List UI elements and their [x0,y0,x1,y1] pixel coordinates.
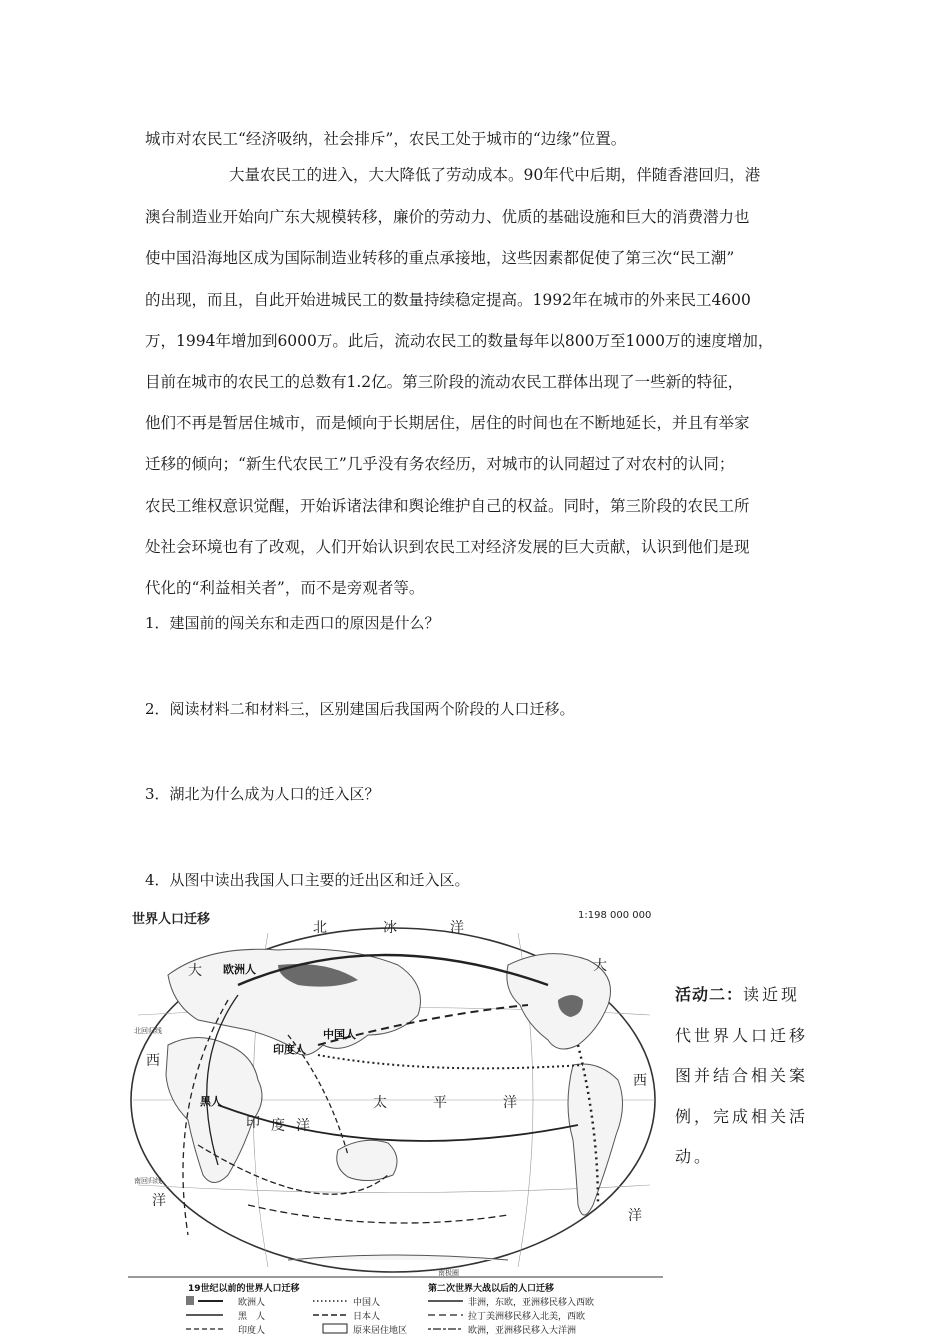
map-legend [128,1277,663,1336]
legend-item: 原来居住地区 [353,1326,408,1336]
paragraph-line: 代化的“利益相关者”，而不是旁观者等。 [145,579,425,597]
paragraph-line: 的出现，而且，自此开始进城民工的数量持续稳定提高。1992年在城市的外来民工4600 [145,291,751,309]
label-indians: 印度人 [273,1043,306,1056]
paragraph-line: 迁移的倾向；“新生代农民工”几乎没有务农经历，对城市的认同超过了对农村的认同； [145,455,735,473]
legend-item: 中国人 [353,1298,381,1308]
world-migration-map [128,905,663,1344]
label-chinese: 中国人 [323,1028,356,1041]
label-tropic-of-cancer: 北回归线 [134,1027,162,1035]
map-scale: 1:198 000 000 [578,910,652,921]
paragraph-line: 万，1994年增加到6000万。此后，流动农民工的数量每年以800万至1000万的速度增加， [145,332,774,350]
legend-left-title: 19世纪以前的世界人口迁移 [188,1284,300,1294]
label-tropic-of-capricorn: 南回归线 [134,1177,162,1185]
legend-item: 拉丁美洲移民移入北美，西欧 [468,1312,586,1322]
paragraph-line: 使中国沿海地区成为国际制造业转移的重点承接地，这些因素都促使了第三次“民工潮” [145,249,735,267]
atlantic-right-char: 大 [593,958,607,974]
atlantic-left-char: 大 [188,963,202,979]
map-title: 世界人口迁移 [132,912,211,927]
atlantic-right-char: 洋 [628,1208,642,1224]
pacific-ocean-char: 平 [433,1095,447,1111]
indian-ocean-char: 洋 [296,1118,310,1134]
activity-text: 读近现代世界人口迁移图并结合相关案例，完成相关活动。 [675,985,809,1166]
pacific-ocean-char: 洋 [503,1095,517,1111]
pacific-ocean-char: 太 [373,1095,387,1111]
atlantic-left-char: 西 [146,1053,160,1069]
legend-item: 非洲，东欧，亚洲移民移入西欧 [468,1298,595,1308]
legend-item: 欧洲，亚洲移民移入大洋洲 [468,1326,577,1336]
question-4: 4．从图中读出我国人口主要的迁出区和迁入区。 [145,871,470,889]
arctic-ocean-char: 北 [313,920,327,936]
paragraph-line: 澳台制造业开始向广东大规模转移，廉价的劳动力、优质的基础设施和巨大的消费潜力也 [145,208,750,226]
paragraph-line: 他们不再是暂居住城市，而是倾向于长期居住，居住的时间也在不断地延长，并且有举家 [145,414,750,432]
legend-item: 印度人 [238,1326,266,1336]
indian-ocean-char: 度 [271,1118,285,1134]
legend-item: 欧洲人 [238,1298,266,1308]
paragraph-line: 目前在城市的农民工的总数有1.2亿。第三阶段的流动农民工群体出现了一些新的特征， [145,373,744,391]
legend-item: 黑 人 [238,1312,266,1322]
question-3: 3．湖北为什么成为人口的迁入区？ [145,785,380,803]
paragraph-line: 城市对农民工“经济吸纳，社会排斥”，农民工处于城市的“边缘”位置。 [145,130,627,148]
legend-item: 日本人 [353,1312,381,1322]
legend-mid-symbols [313,1301,348,1333]
question-1: 1．建国前的闯关东和走西口的原因是什么？ [145,614,440,632]
legend-left-symbols [186,1296,223,1329]
label-europeans: 欧洲人 [223,963,256,976]
arctic-ocean-char: 洋 [450,920,464,936]
activity-two [675,975,815,1178]
activity-label: 活动二： [675,985,744,1004]
label-blacks: 黑人 [200,1095,222,1108]
paragraph-line: 农民工维权意识觉醒，开始诉诸法律和舆论维护自己的权益。同时，第三阶段的农民工所 [145,497,750,515]
label-antarctic-circle: 南极圈 [438,1269,459,1277]
australia-shape [337,1140,397,1180]
legend-right-title: 第二次世界大战以后的人口迁移 [428,1284,555,1294]
paragraph-line: 大量农民工的进入，大大降低了劳动成本。90年代中后期，伴随香港回归，港 [229,166,761,184]
arctic-ocean-char: 冰 [383,920,397,936]
atlantic-right-char: 西 [633,1073,647,1089]
question-2: 2．阅读材料二和材料三，区别建国后我国两个阶段的人口迁移。 [145,700,575,718]
paragraph-line: 处社会环境也有了改观，人们开始认识到农民工对经济发展的巨大贡献，认识到他们是现 [145,538,750,556]
legend-right-symbols [428,1301,463,1329]
atlantic-left-char: 洋 [152,1193,166,1209]
indian-ocean-char: 印 [246,1115,260,1131]
